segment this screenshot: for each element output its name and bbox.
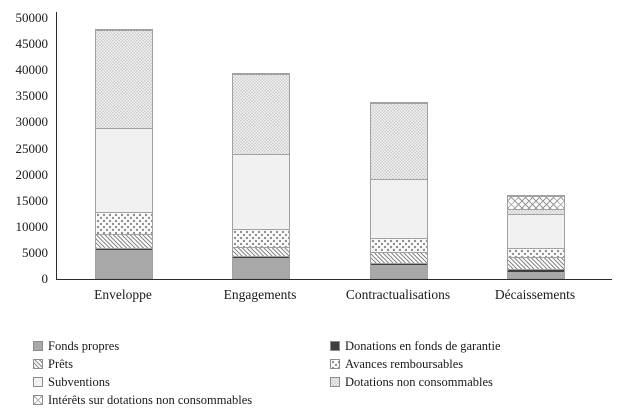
legend-label: Intérêts sur dotations non consommables [48,392,253,407]
bar-segment-interets [508,196,564,209]
y-axis-tick-label: 25000 [15,140,48,156]
bar-segment-subventions [233,154,289,229]
legend-item-interets [33,391,252,409]
y-axis-tick-label: 0 [41,271,48,286]
legend-label: Avances remboursables [345,356,464,371]
y-axis-tick-label: 40000 [15,62,48,78]
x-axis-line [56,279,612,280]
legend-swatch-interets [33,395,43,405]
bar-segment-fonds-propres [96,250,152,278]
legend-swatch-dotations [330,377,340,387]
bar-segment-avances [233,229,289,246]
legend-item-dotations [330,373,501,391]
bar-category-2 [370,102,428,279]
bar-segment-prets [233,247,289,256]
bar-category-1 [232,73,290,279]
legend-item-avances [330,355,501,373]
y-axis-tick-label: 35000 [15,88,48,104]
legend-item-donations [330,337,501,355]
legend-item-fonds-propres [33,337,252,355]
bar-segment-prets [508,257,564,268]
y-axis-tick-label: 50000 [15,10,48,25]
bar-segment-prets [371,252,427,262]
legend-swatch-fonds-propres [33,341,43,351]
legend-swatch-subventions [33,377,43,387]
legend-swatch-avances [330,359,340,369]
bar-segment-avances [508,248,564,257]
x-axis-category-label: Engagements [223,287,297,302]
legend-item-prets [33,355,252,373]
bar-segment-dotations [371,103,427,179]
y-axis-tick-label: 30000 [15,114,48,130]
legend-label: Donations en fonds de garantie [345,338,501,353]
bar-segment-dotations [233,74,289,154]
legend-swatch-prets [33,359,43,369]
bar-segment-fonds-propres [508,272,564,278]
legend-label: Fonds propres [48,338,120,353]
legend-label: Subventions [48,374,110,389]
bar-segment-subventions [371,179,427,239]
y-axis-tick-label: 15000 [15,192,48,208]
x-axis-category-label: Enveloppe [94,287,152,302]
bar-category-0 [95,29,153,279]
legend-column [33,337,252,409]
legend-label: Prêts [48,356,73,371]
bar-segment-avances [96,212,152,233]
bar-segment-prets [96,234,152,248]
y-axis-tick-label: 10000 [15,218,48,234]
y-axis-tick-label: 20000 [15,166,48,182]
bar-segment-subventions [508,214,564,247]
y-axis-tick-label: 5000 [22,244,48,260]
legend-column [330,337,501,391]
x-axis-category-label: Décaissements [494,287,576,302]
legend-swatch-donations [330,341,340,351]
bar-category-3 [507,195,565,279]
bar-segment-dotations [96,30,152,128]
bar-segment-avances [371,238,427,252]
legend-item-subventions [33,373,252,391]
y-axis-tick-label: 45000 [15,36,48,52]
bar-segment-fonds-propres [233,258,289,278]
legend-label: Dotations non consommables [345,374,493,389]
bar-segment-fonds-propres [371,265,427,278]
bar-segment-subventions [96,128,152,212]
x-axis-category-label: Contractualisations [345,287,451,302]
y-axis-line [56,12,57,279]
